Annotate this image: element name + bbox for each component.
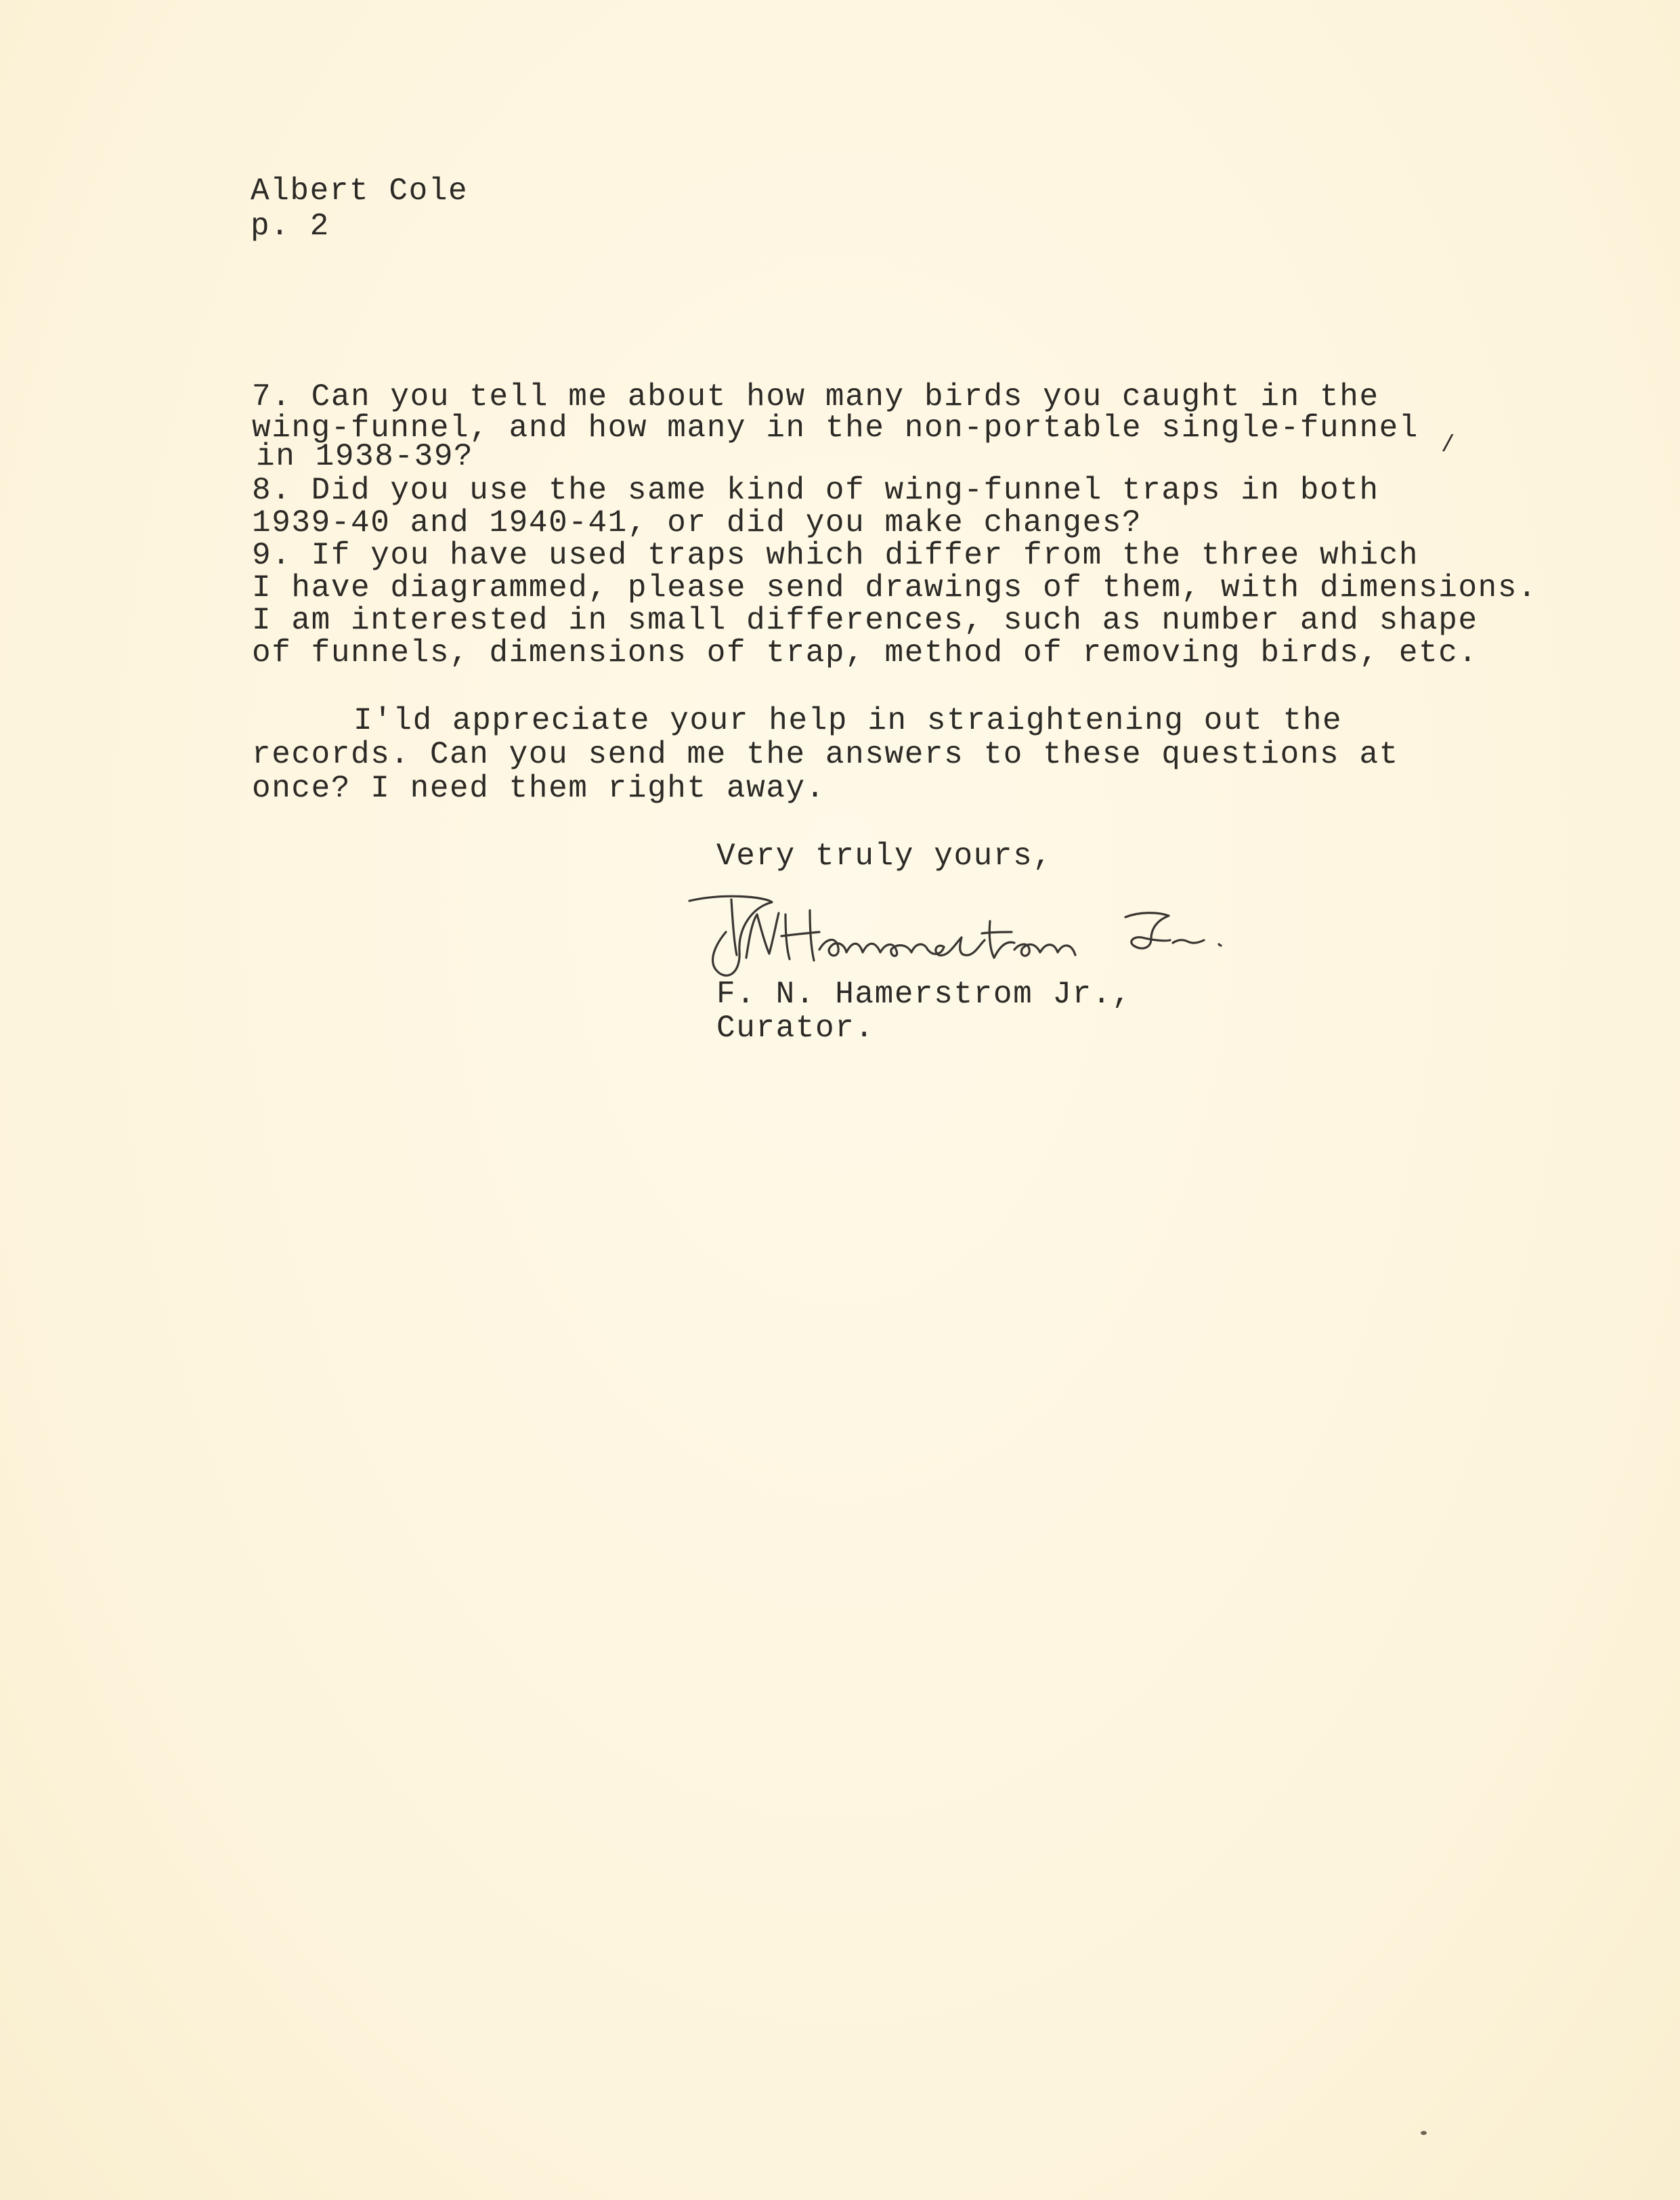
question-8-line-1: 8. Did you use the same kind of wing-funnel traps in both [252, 473, 1379, 508]
typewriter-mark: / [1441, 433, 1457, 459]
question-9-line-1: 9. If you have used traps which differ from the three which [252, 538, 1419, 573]
typed-signer-name: F. N. Hamerstrom Jr., [716, 977, 1132, 1012]
question-9-line-3: I am interested in small differences, such as number and shape [252, 603, 1478, 638]
valediction: Very truly yours, [716, 839, 1053, 874]
page-number: p. 2 [251, 209, 330, 244]
question-8-line-2: 1939-40 and 1940-41, or did you make changes? [252, 505, 1142, 541]
handwritten-signature [684, 887, 1280, 989]
closing-paragraph-line-3: once? I need them right away. [252, 771, 825, 806]
recipient-name: Albert Cole [251, 173, 469, 209]
paper-speck [1421, 2131, 1427, 2135]
closing-paragraph-line-1: I'ld appreciate your help in straightening out the [353, 703, 1343, 738]
question-9-line-2: I have diagrammed, please send drawings of them, with dimensions. [252, 570, 1538, 606]
question-7-line-2: wing-funnel, and how many in the non-portable single-funnel [252, 410, 1419, 446]
question-7-line-1: 7. Can you tell me about how many birds you caught in the [252, 379, 1379, 415]
closing-paragraph-line-2: records. Can you send me the answers to these questions at [252, 737, 1399, 772]
question-9-line-4: of funnels, dimensions of trap, method of removing birds, etc. [252, 635, 1478, 671]
question-7-line-3: in 1938-39? [256, 439, 474, 474]
signer-title: Curator. [716, 1011, 875, 1046]
